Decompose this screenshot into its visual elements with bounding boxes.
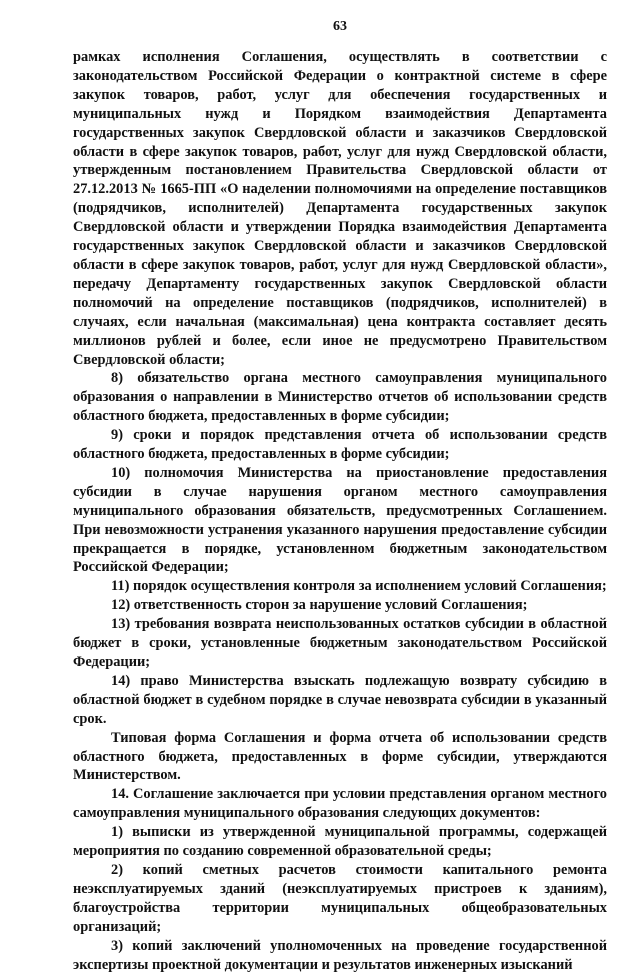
page-number: 63 <box>333 19 347 34</box>
paragraph: 14. Соглашение заключается при условии представления органом местного самоуправления муниципального образования следующих документов: <box>73 786 607 822</box>
paragraph: 13) требования возврата неиспользованных остатков субсидии в областной бюджет в сроки, установленные бюджетным законодательством Российской Федерации; <box>73 616 607 670</box>
paragraph: рамках исполнения Соглашения, осуществлять в соответствии с законодательством Российской Федерации о контрактной системе в сфере закупок товаров, работ, услуг для обеспечения государственных и муниципальных нужд и Порядком взаимодействия Департамента государственных закупок Свердловской области и заказчиков Свердловской области в сфере закупок товаров, работ, услуг для нужд Свердловской области, утвержденным постановлением Правительства Свердловской области от 27.12.2013 № 1665-ПП «О наделении полномочиями на определение поставщиков (подрядчиков, исполнителей) Департамента государственных закупок Свердловской области и утверждении Порядка взаимодействия Департамента государственных закупок Свердловской области и заказчиков Свердловской области в сфере закупок товаров, работ, услуг для нужд Свердловской области», передачу Департаменту государственных закупок Свердловской области полномочий на определение поставщиков (подрядчиков, исполнителей) в случаях, если начальная (максимальная) цена контракта составляет десять миллионов рублей и более, если иное не предусмотрено Правительством Свердловской области; <box>73 49 607 368</box>
paragraph: 12) ответственность сторон за нарушение условий Соглашения; <box>111 597 528 614</box>
paragraph: 2) копий сметных расчетов стоимости капитального ремонта неэксплуатируемых зданий (неэксплуатируемых пристроев к зданиям), благоустройства территории муниципальных общеобразовательных организаций; <box>73 861 607 935</box>
paragraph: 1) выписки из утвержденной муниципальной программы, содержащей мероприятия по созданию современной образовательной среды; <box>73 824 607 860</box>
paragraph: 8) обязательство органа местного самоуправления муниципального образования о направлении в Министерство отчетов об использовании средств областного бюджета, предоставленных в форме субсидии; <box>73 370 607 425</box>
paragraph: 10) полномочия Министерства на приостановление предоставления субсидии в случае нарушения органом местного самоуправления муниципального образования обязательств, предусмотренных Соглашением. При невозможности устранения указанного нарушения предоставление субсидии прекращается в порядке, установленном бюджетным законодательством Российской Федерации; <box>73 464 607 576</box>
paragraph: 14) право Министерства взыскать подлежащую возврату субсидию в областной бюджет в судебном порядке в случае невозврата субсидии в указанный срок. <box>73 672 607 727</box>
paragraph: 3) копий заключений уполномоченных на проведение государственной экспертизы проектной документации и результатов инженерных изысканий <box>73 937 607 973</box>
paragraph: Типовая форма Соглашения и форма отчета об использовании средств областного бюджета, предоставленных в форме субсидии, утверждаются Министерством. <box>73 729 607 784</box>
document-body <box>73 48 607 974</box>
paragraph: 11) порядок осуществления контроля за исполнением условий Соглашения; <box>111 578 607 595</box>
paragraph: 9) сроки и порядок представления отчета об использовании средств областного бюджета, предоставленных в форме субсидии; <box>73 427 607 463</box>
